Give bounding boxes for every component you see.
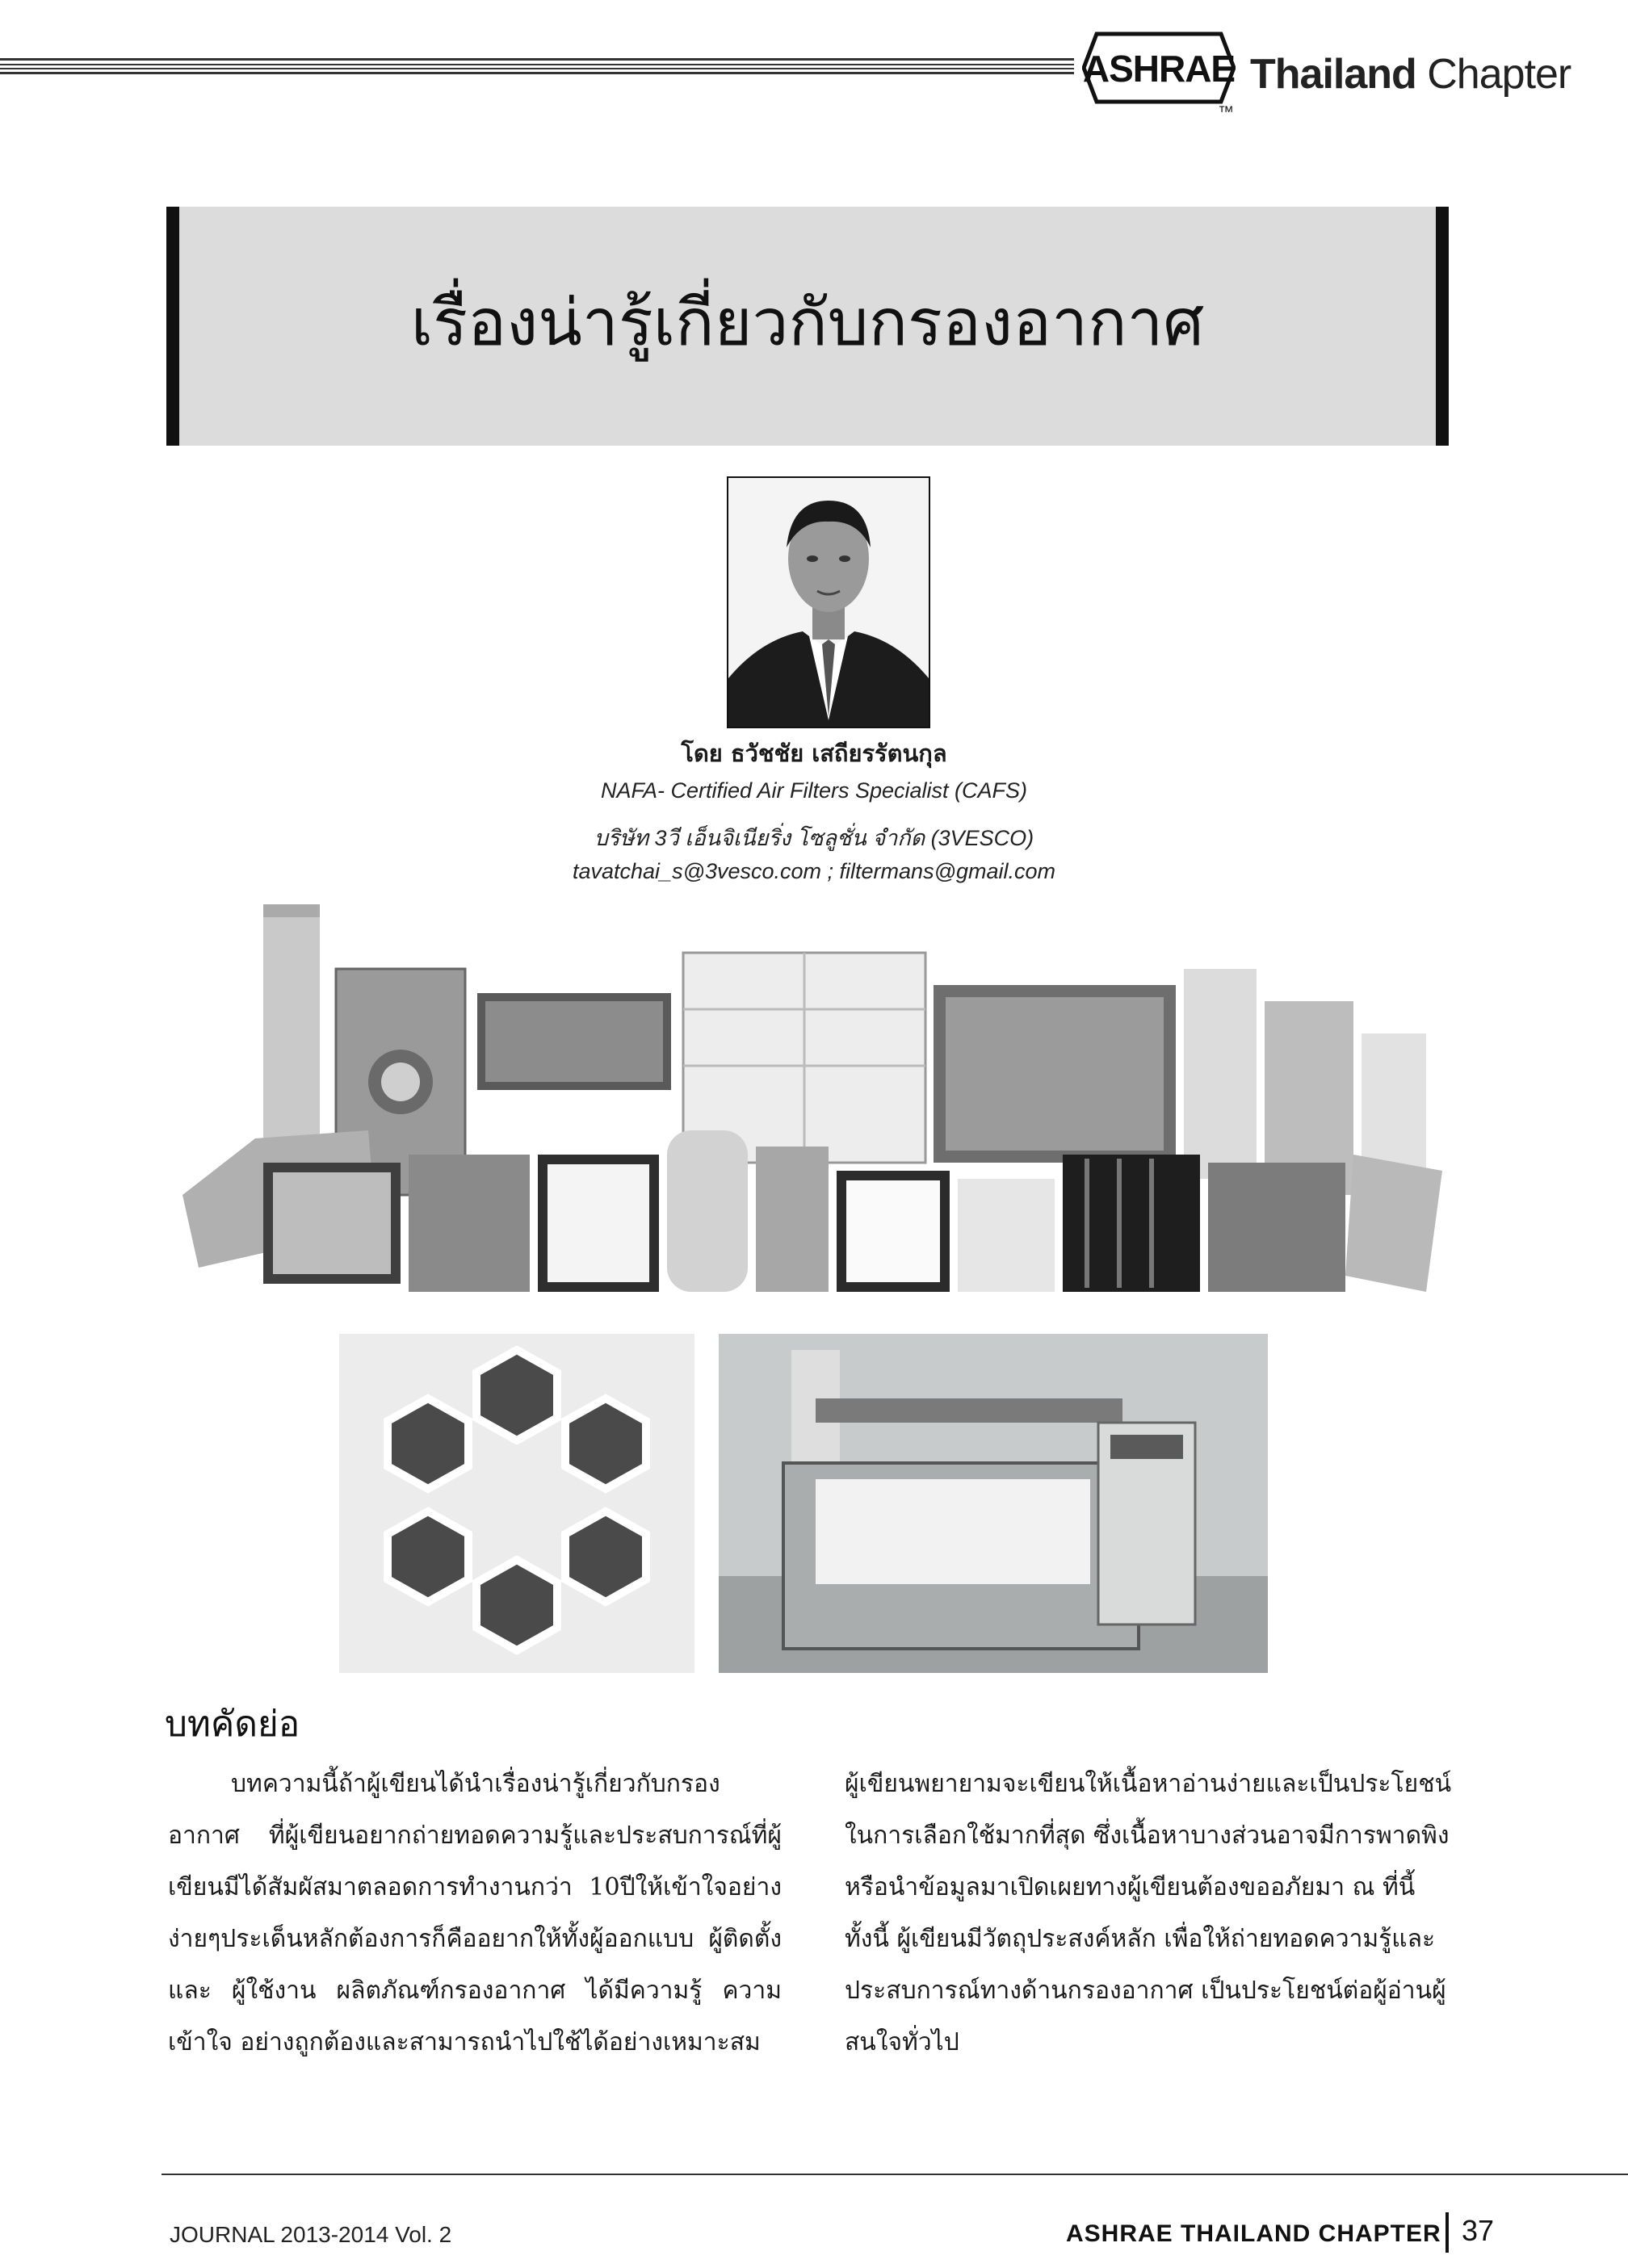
abstract-paragraph-left: บทความนี้ถ้าผู้เขียนได้นำเรื่องน่ารู้เกี่ยวกับกรองอากาศ ที่ผู้เขียนอยากถ่ายทอดความรู้และประสบการณ์ที่ผู้เขียนมีได้สัมผัสมาตลอดการทำงานกว่า 10ปีให้เข้าใจอย่างง่ายๆประเด็นหลักต้องการก็คืออยากให้ทั้งผู้ออกแบบ ผู้ติดตั้ง และ ผู้ใช้งาน ผลิตภัณฑ์กรองอากาศ ได้มีความรู้ ความเข้าใจ อย่างถูกต้องและสามารถนำไปใช้ได้อย่างเหมาะสม [168,1770,782,2056]
page-number: 37 [1462,2214,1495,2247]
footer-divider [1445,2212,1449,2253]
author-company: บริษัท 3วี เอ็นจิเนียริ่ง โซลูชั่น จำกัด (3VESCO) [594,826,1034,850]
header-rule [0,58,1074,76]
abstract-left-column [168,1759,782,2069]
abstract-right-column [845,1759,1458,2069]
footer-rule [162,2174,1628,2175]
journal-label: JOURNAL 2013-2014 Vol. 2 [170,2222,452,2247]
chapter-label-bold: Thailand [1250,51,1416,98]
abstract-heading: บทคัดย่อ [165,1704,300,1745]
chapter-label [1250,50,1571,99]
article-title: เรื่องน่ารู้เกี่ยวกับกรองอากาศ [410,285,1205,360]
activated-carbon-photo [339,1334,694,1673]
trademark-mark: ™ [1218,103,1234,121]
ashrae-logo-text: ASHRAE [1082,48,1236,90]
author-emails: tavatchai_s@3vesco.com ; filtermans@gmail.com [572,859,1056,883]
author-name: โดย ธวัชชัย เสถียรรัตนกุล [681,740,947,767]
chapter-label-light: Chapter [1427,51,1571,98]
author-portrait [727,476,930,728]
abstract-paragraph-right: ผู้เขียนพยายามจะเขียนให้เนื้อหาอ่านง่ายและเป็นประโยชน์ในการเลือกใช้มากที่สุด ซึ่งเนื้อหาบางส่วนอาจมีการพาดพิงหรือนำข้อมูลมาเปิดเผยทางผู้เขียนต้องขออภัยมา ณ ที่นี้ทั้งนี้ ผู้เขียนมีวัตถุประสงค์หลัก เพื่อให้ถ่ายทอดความรู้และประสบการณ์ทางด้านกรองอากาศ เป็นประโยชน์ต่อผู้อ่านผู้สนใจทั่วไป [845,1770,1452,2056]
filter-machine-photo [719,1334,1268,1673]
footer-chapter: ASHRAE THAILAND CHAPTER [1066,2220,1441,2247]
author-credential: NAFA- Certified Air Filters Specialist (CAFS) [600,778,1028,803]
air-filter-products-photo [183,888,1442,1308]
